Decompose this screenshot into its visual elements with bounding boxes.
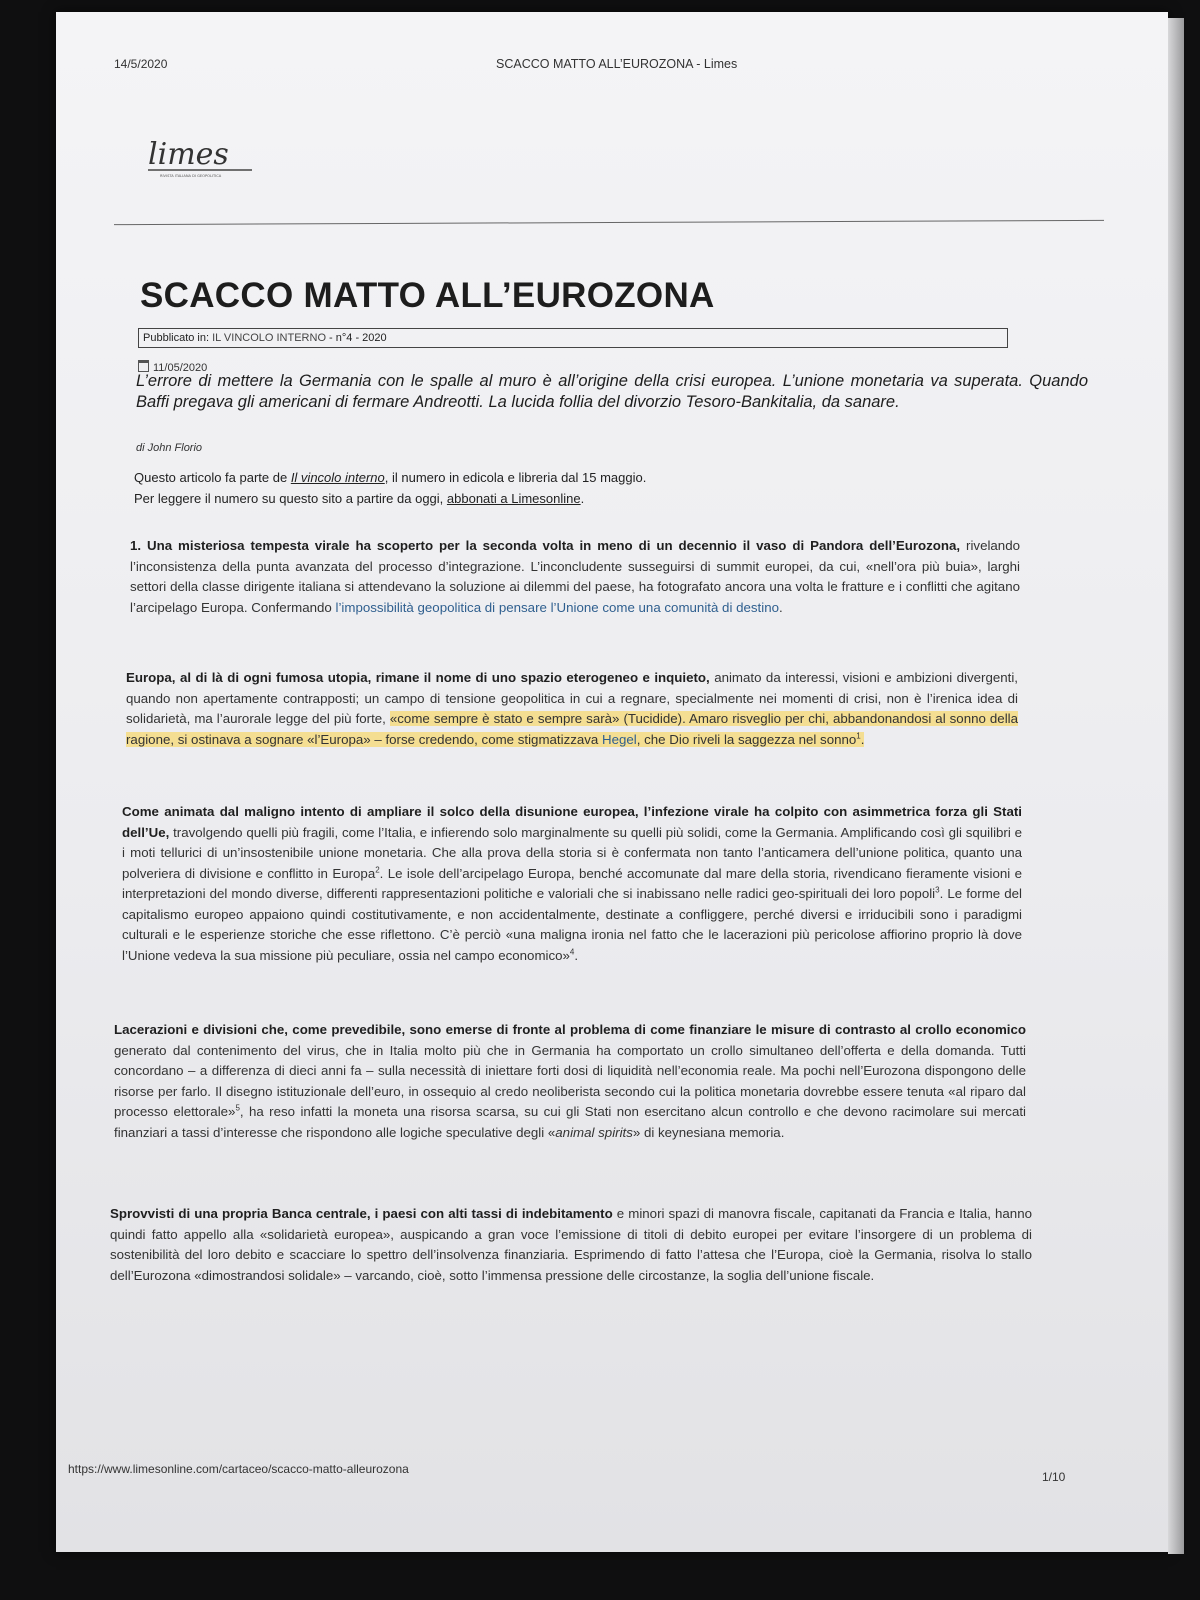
note-text: , il numero in edicola e libreria dal 15 maggio. (384, 470, 647, 485)
paragraph-bold: Sprovvisti di una propria Banca centrale, i paesi con alti tassi di indebitamento (110, 1206, 613, 1221)
paper-edge (1168, 18, 1184, 1554)
limes-logo (144, 130, 264, 182)
footnote-5[interactable]: 5 (235, 1103, 240, 1113)
paragraph-1 (130, 536, 1020, 618)
note-line-2 (134, 489, 646, 510)
paragraph-text: , ha reso infatti la moneta una risorsa scarsa, su cui gli Stati non esercitano alcun controllo e che devono racimolare sui mercati finanziari a tassi d’interesse che rispondono alle logiche speculative degli « (114, 1104, 1026, 1140)
geopolitics-link[interactable]: l’impossibilità geopolitica di pensare l’Unione come una comunità di destino (335, 599, 779, 615)
paragraph-bold: , l’infezione virale ha colpito con asimmetrica forza gli Stati dell’Ue, (122, 804, 1022, 840)
paragraph-end: . (574, 947, 579, 963)
paragraph-text: e minori spazi di manovra fiscale, capitanati da Francia e Italia, hanno quindi fatto appello alla «solidarietà europea», auspicando a gran voce l’emissione di titoli di debito europei per evitare l’insorgere di un problema di sostenibilità del loro debito e scacciare lo spettro dell’insolvenza finanziaria. Esprimendo di fatto l’attesa che l’Europa, cioè la Germania, risolva lo stallo dell’Eurozona «dimostrandosi solidale» – varcando, cioè, sotto l’immensa pressione delle circostanze, la soglia dell’unione fiscale. (110, 1206, 1032, 1283)
subscription-note (134, 468, 646, 509)
paragraph-text: travolgendo quelli più fragili, come l’Italia, e infierendo solo marginalmente su quelli più solidi, come la Germania. Amplificando così gli squilibri e i moti tellurici di un’insostenibile unione monetaria. Che alla prova della storia si è confermata non tanto l’anticamera dell’unione politica, quanto una polveriera di divisione e conflitto in Europa (122, 824, 1022, 881)
paragraph-3 (122, 802, 1022, 966)
footnote-4[interactable]: 4 (569, 947, 575, 957)
paragraph-bold: Lacerazioni e divisioni che, come prevedibile, sono emerse di fronte al problema di come finanziare le misure di contrasto al crollo economico (114, 1022, 1026, 1037)
note-text: Questo articolo fa parte de (134, 470, 291, 485)
header-rule (114, 220, 1104, 225)
article-author: di John Florio (136, 442, 203, 454)
logo-tagline: RIVISTA ITALIANA DI GEOPOLITICA (160, 174, 222, 178)
paragraph-text: . Le forme del capitalismo europeo appaiono quindi costitutivamente, e non accidentalmente, destinate a confliggere, perché diversi e irriducibili sono i paradigmi culturali e le esperienze storiche che esse riflettono. C’è perciò «una maligna ironia nel fatto che le lacerazioni più pericolose affiorino proprio là dove l’Unione vedeva la sua missione più peculiare, ossia nel campo economico» (122, 886, 1022, 963)
print-header-title: SCACCO MATTO ALL’EUROZONA - Limes (496, 57, 738, 71)
paragraph-bold: Come animata dal maligno intento di ampliare il solco della (122, 804, 516, 819)
paragraph-text: . Le isole dell’arcipelago Europa, benché accomunate dal mare della storia, rivendicano fieramente visioni e interpretazioni del mondo diverse, differenti rappresentazioni politiche e valoriali che si inabissano nelle radici geo-spirituali dei loro popoli (122, 865, 1022, 901)
hegel-link[interactable]: Hegel (602, 731, 637, 747)
published-in-box (138, 328, 1008, 348)
paragraph-text: generato dal contenimento del virus, che in Italia molto più che in Germania ha comportato un crollo simultaneo dell’offerta e della domanda. Tutti concordano – a differenza di dieci anni fa – sulla necessità di iniettare forti dosi di liquidità nell’economia reale. Ma pochi nell’Eurozona dispongono delle risorse per farlo. Il disegno istituzionale dell’euro, in ossequio al credo neoliberista secondo cui la politica monetaria dovrebbe essere tenuta «al riparo dal processo elettorale» (114, 1042, 1026, 1119)
subscribe-link[interactable]: abbonati a Limesonline (446, 490, 581, 506)
note-text: Per leggere il numero su questo sito a partire da oggi, (134, 490, 447, 506)
paragraph-bold: Europa, al di là di ogni fumosa utopia, rimane il nome di uno spazio eterogeneo e inquieto, (126, 670, 710, 685)
logo-text: limes (148, 137, 229, 172)
paragraph-text: rivelando l’inconsistenza della punta avanzata del processo d’integrazione. L’inconcludente susseguirsi di summit europei, da cui, «nell’ora più buia», larghi settori della classe dirigente italiana si attendevano la soluzione ai dilemmi del paese, ha fotografato ancora una volta le fratture e i conflitti che agitano l’arcipelago Europa. Confermando (130, 538, 1020, 615)
highlight-text: «come sempre è stato e sempre sarà» (Tucidide). Amaro risveglio per chi, abbandonandosi al sonno della ragione, si ostinava a sognare «l’Europa» – forse credendo, come stigmatizzava (126, 711, 1018, 747)
footnote-3[interactable]: 3 (935, 885, 940, 895)
page-number: 1/10 (1042, 1470, 1066, 1484)
highlight-text: , che Dio riveli la saggezza nel sonno (636, 731, 857, 747)
print-date: 14/5/2020 (114, 57, 168, 71)
published-label: Pubblicato in: (143, 332, 210, 344)
paragraph-2 (126, 668, 1018, 750)
published-number: - n°4 - 2020 (326, 332, 387, 344)
paragraph-text: animato da interessi, visioni e ambizioni divergenti, quando non apertamente contrapposti; un campo di tensione geopolitica in cui a regnare, specialmente nei momenti di crisi, non è l’irenica idea di solidarietà, ma l’aurorale legge del più forte, (126, 670, 1018, 726)
note-line-1 (134, 468, 646, 489)
paragraph-bold: 1. Una misteriosa tempesta virale ha scoperto per la seconda volta in meno di un decennio il vaso di Pandora dell’Eurozona, (130, 538, 961, 553)
paragraph-5 (110, 1204, 1032, 1286)
paragraph-end: . (860, 731, 865, 747)
paragraph-end: . (778, 599, 783, 615)
footer-url: https://www.limesonline.com/cartaceo/scacco-matto-alleurozona (68, 1462, 409, 1476)
note-text: . (580, 490, 585, 506)
article-title: SCACCO MATTO ALL’EUROZONA (140, 276, 715, 315)
printed-page (56, 12, 1168, 1552)
footnote-1[interactable]: 1 (856, 731, 861, 741)
italic-phrase: animal spirits (555, 1124, 633, 1140)
published-issue-link[interactable]: IL VINCOLO INTERNO (212, 332, 326, 344)
paragraph-text: » di keynesiana memoria. (632, 1124, 785, 1140)
disunion-link[interactable]: disunione europea (515, 804, 635, 819)
footnote-2[interactable]: 2 (375, 865, 380, 875)
issue-link[interactable]: Il vincolo interno (290, 470, 385, 485)
article-date-text: 11/05/2020 (153, 362, 208, 374)
article-lead: L’errore di mettere la Germania con le spalle al muro è all’origine della crisi europea. L’unione monetaria va superata. Quando Baffi pregava gli americani di fermare Andreotti. La lucida follia del divorzio Tesoro-Bankitalia, da sanare. (136, 372, 1088, 411)
paragraph-4 (114, 1020, 1026, 1143)
